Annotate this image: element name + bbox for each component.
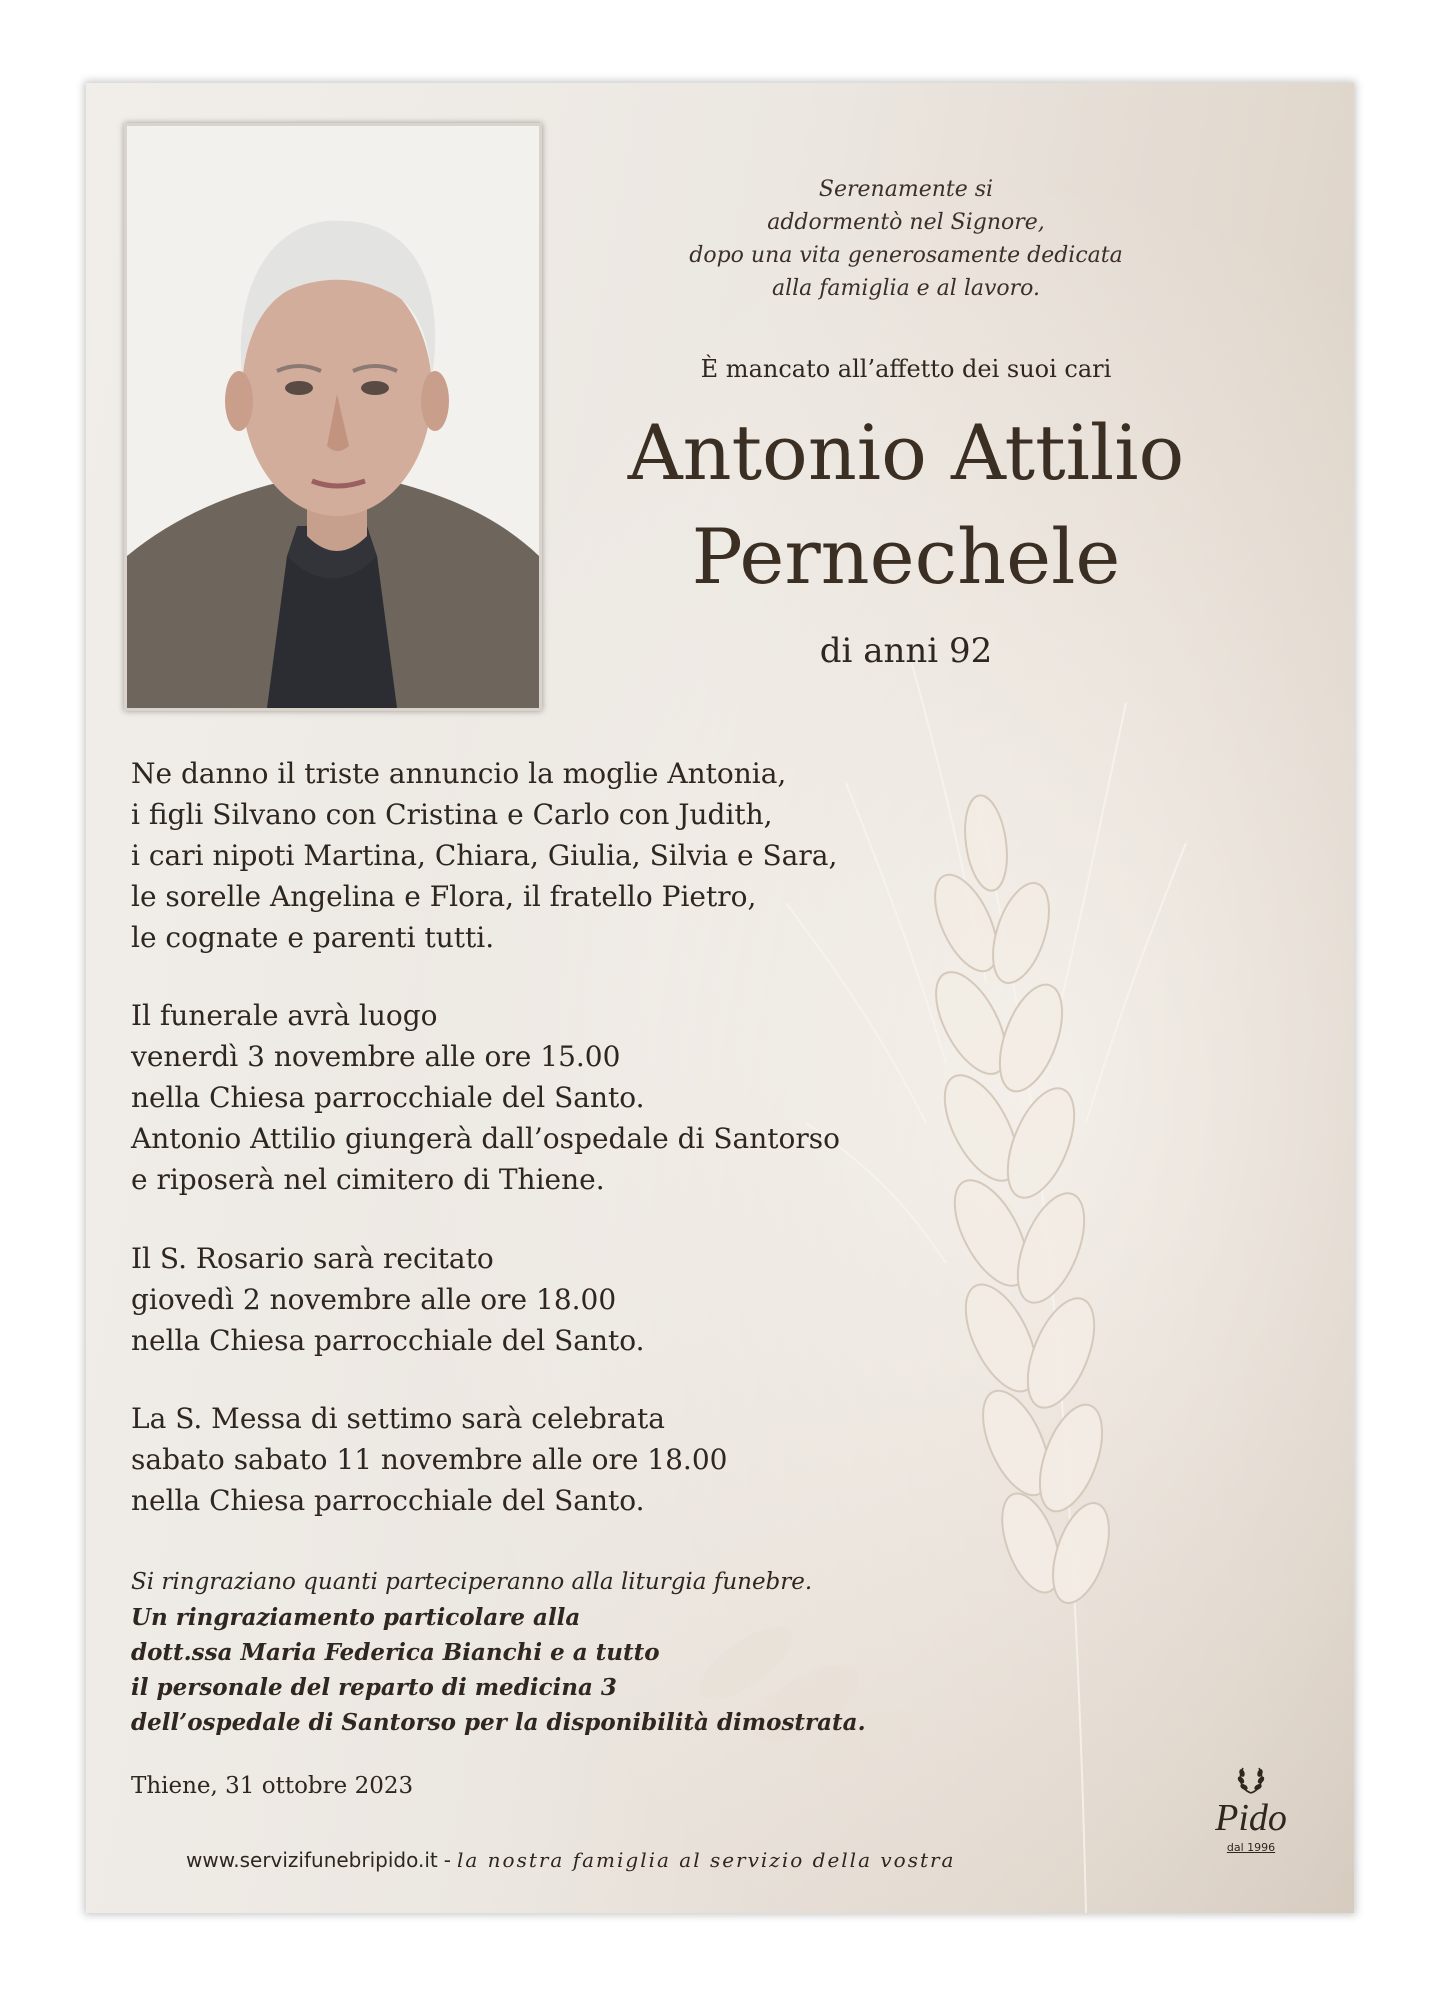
- rosary-paragraph: Il S. Rosario sarà recitato giovedì 2 novembre alle ore 18.00 nella Chiesa parrocchiale del Santo.: [131, 1242, 645, 1357]
- portrait-photo: [124, 123, 542, 711]
- thanks-bold-line: dott.ssa Maria Federica Bianchi e a tutto: [131, 1639, 660, 1666]
- name-last: Pernechele: [691, 512, 1121, 601]
- thanks-line: Si ringraziano quanti parteciperanno alla liturgia funebre.: [131, 1569, 813, 1595]
- thanks-bold-line: il personale del reparto di medicina 3: [131, 1674, 617, 1701]
- thanks-bold-line: Un ringraziamento particolare alla: [131, 1604, 581, 1631]
- name-first: Antonio Attilio: [627, 408, 1185, 497]
- place-date: Thiene, 31 ottobre 2023: [131, 1773, 414, 1799]
- obituary-sheet: [86, 83, 1354, 1913]
- thanks-block: [131, 1565, 891, 1740]
- age-line: di anni 92: [819, 631, 993, 671]
- portrait-illustration: [127, 126, 539, 708]
- footer-separator: -: [443, 1848, 451, 1872]
- logo-brand: Pido: [1215, 1797, 1287, 1839]
- funeral-paragraph: Il funerale avrà luogo venerdì 3 novembre alle ore 15.00 nella Chiesa parrocchiale del Santo. Antonio Attilio giungerà dall’ospedale di Santorso e riposerà nel cimitero di Thiene.: [131, 999, 840, 1196]
- logo-since: dal 1996: [1226, 1841, 1276, 1854]
- intro-line: È mancato all’affetto dei suoi cari: [700, 355, 1112, 383]
- deceased-name: [566, 401, 1246, 609]
- website-link[interactable]: www.servizifunebripido.it: [186, 1848, 438, 1872]
- wreath-icon: [1234, 1763, 1268, 1797]
- mass-paragraph: La S. Messa di settimo sarà celebrata sabato sabato 11 novembre alle ore 18.00 nella Chiesa parrocchiale del Santo.: [131, 1402, 728, 1517]
- thanks-bold-line: dell’ospedale di Santorso per la disponibilità dimostrata.: [131, 1709, 866, 1736]
- footer-motto: la nostra famiglia al servizio della vostra: [456, 1848, 956, 1872]
- announcement-paragraph: Ne danno il triste annuncio la moglie Antonia, i figli Silvano con Cristina e Carlo con Judith, i cari nipoti Martina, Chiara, Giulia, Silvia e Sara, le sorelle Angelina e Flora, il fratello Pietro, le cognate e parenti tutti.: [131, 757, 838, 954]
- pido-logo: [1196, 1763, 1306, 1854]
- opening-quote: Serenamente si addormentò nel Signore, dopo una vita generosamente dedicata alla famiglia e al lavoro.: [689, 177, 1123, 301]
- footer: [186, 1848, 1086, 1873]
